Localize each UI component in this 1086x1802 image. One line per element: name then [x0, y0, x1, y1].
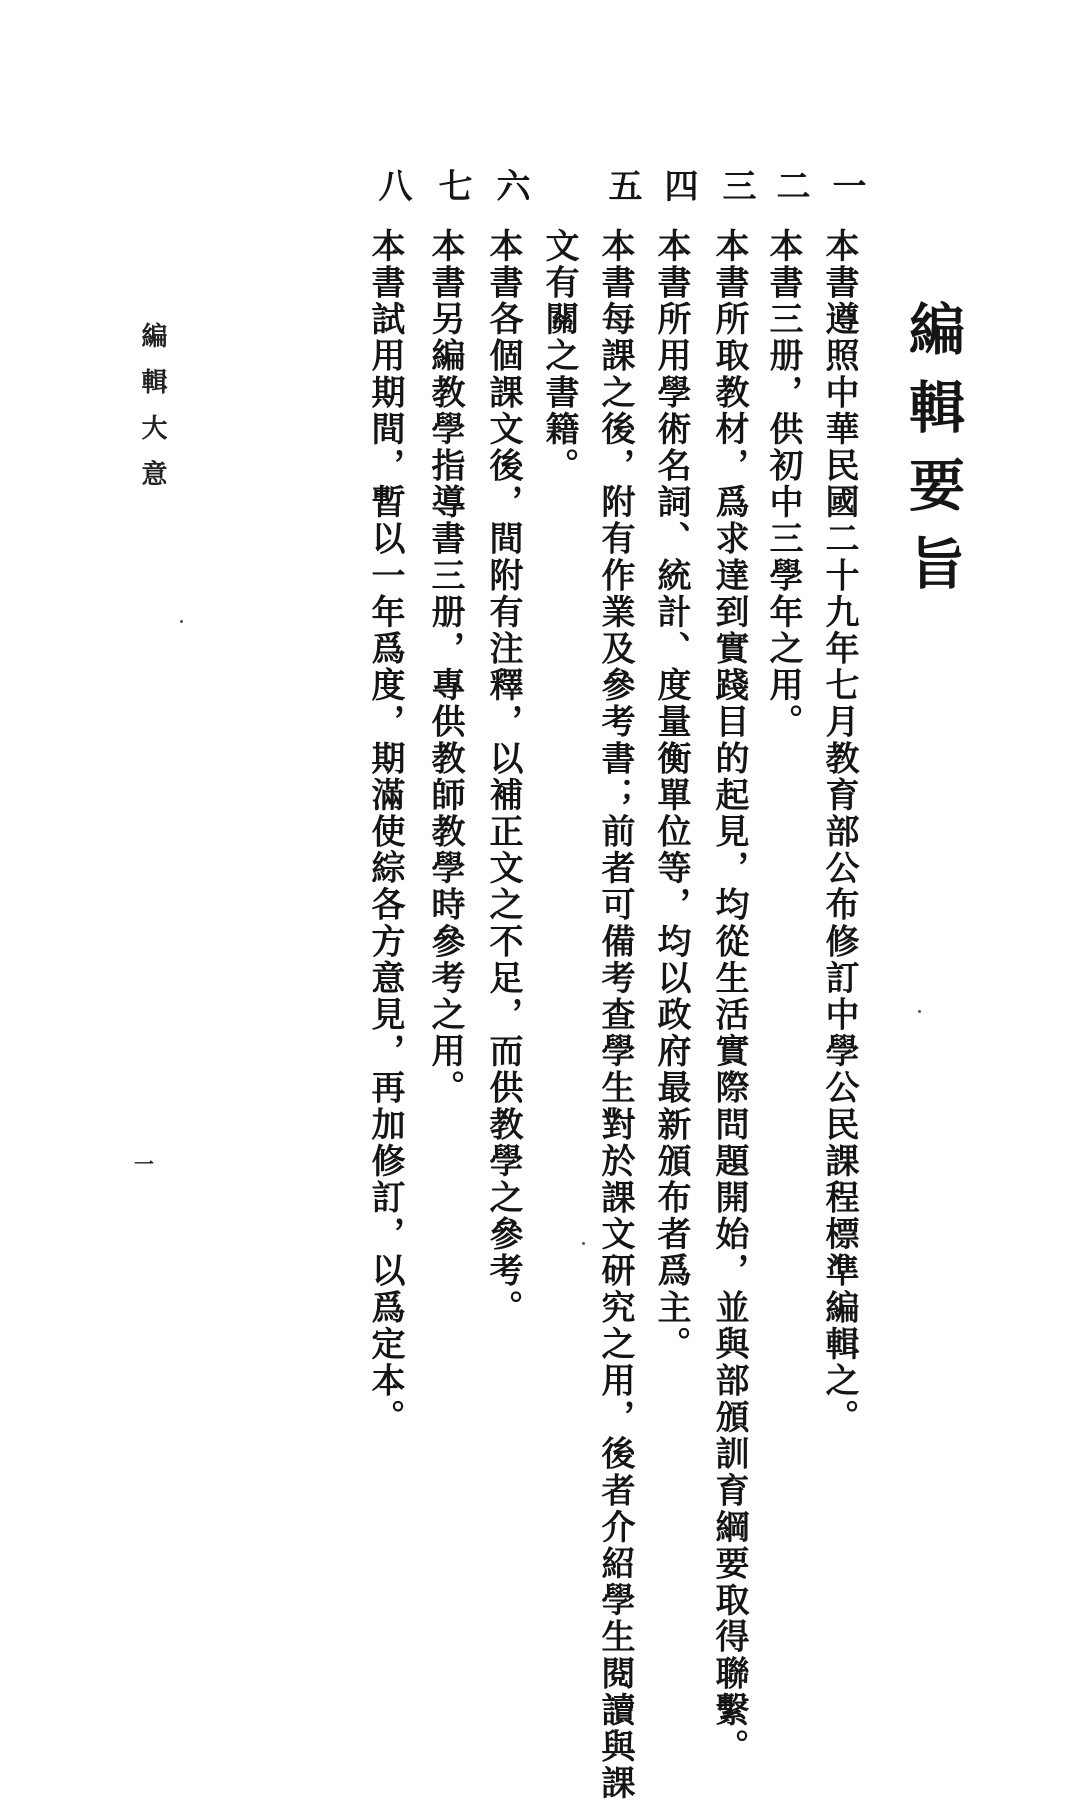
item-number-3: 三 — [716, 168, 756, 202]
item-number-5: 五 — [602, 168, 642, 202]
item-text-6: 本書各個課文後，間附有注釋，以補正文之不足，而供教學之參考。 — [483, 228, 523, 1326]
scan-speck — [180, 620, 183, 623]
item-number-6: 六 — [490, 168, 530, 202]
item-text-3: 本書所取教材，爲求達到實踐目的起見，均從生活實際問題開始，並與部頒訓育綱要取得聯繫。 — [709, 228, 749, 1766]
scan-speck — [918, 1010, 921, 1013]
item-text-2: 本書三册，供初中三學年之用。 — [763, 228, 803, 741]
running-title: 編輯大意 — [137, 322, 167, 506]
item-text-7: 本書另編教學指導書三册，專供教師教學時參考之用。 — [425, 228, 465, 1107]
item-number-7: 七 — [432, 168, 472, 202]
item-number-2: 二 — [770, 168, 810, 202]
page-title: 編輯要旨 — [900, 300, 966, 612]
item-text-4: 本書所用學術名詞、統計、度量衡單位等，均以政府最新頒布者爲主。 — [651, 228, 691, 1363]
item-text-5: 本書每課之後，附有作業及參考書；前者可備考查學生對於課文研究之用，後者介紹學生閱讀與課 — [595, 228, 635, 1802]
item-text-8: 本書試用期間，暫以一年爲度，期滿使綜各方意見，再加修訂，以爲定本。 — [365, 228, 405, 1436]
item-text-1: 本書遵照中華民國二十九年七月教育部公布修訂中學公民課程標準編輯之。 — [819, 228, 859, 1436]
page-folio: 一 — [134, 1152, 154, 1176]
item-text-5-continuation: 文有關之書籍。 — [539, 228, 579, 485]
item-number-1: 一 — [826, 168, 866, 202]
item-number-4: 四 — [658, 168, 698, 202]
item-number-8: 八 — [372, 168, 412, 202]
scan-speck — [582, 1242, 585, 1245]
